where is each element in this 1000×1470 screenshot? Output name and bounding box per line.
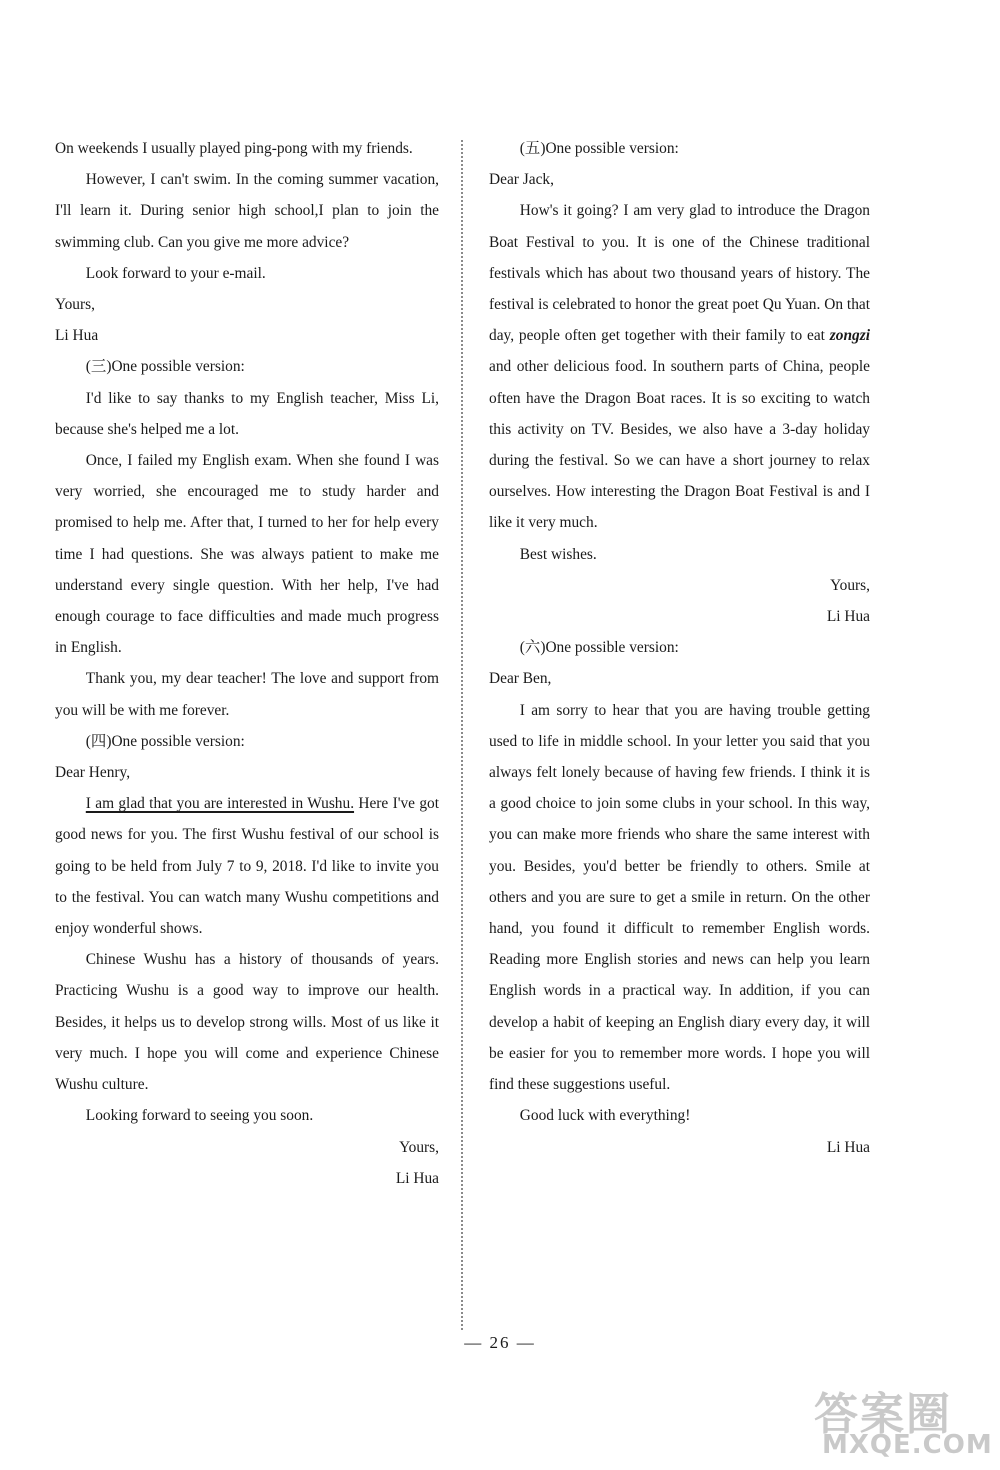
letter-signature: Li Hua: [826, 608, 870, 626]
watermark-text-cn: 答案圈: [814, 1389, 952, 1440]
paragraph-text: Here I've got good news for you. The first Wushu festival of our school is going to be held from July 7 to 9, 2018. I'd like to invite you to the festival. You can watch many Wushu competitions and enjoy wonderful shows.: [55, 795, 439, 938]
right-column: [489, 133, 870, 1163]
letter-signature: Li Hua: [826, 1138, 870, 1156]
paragraph: Looking forward to seeing you soon.: [85, 1107, 314, 1125]
letter-greeting: Dear Henry,: [55, 764, 131, 782]
underlined-sentence: I am glad that you are interested in Wushu.: [85, 795, 355, 813]
left-column: [55, 133, 439, 1194]
watermark-text-en: MXQE.COM: [822, 1430, 993, 1460]
watermark-logo: [800, 1378, 1000, 1470]
paragraph: I am sorry to hear that you are having trouble getting used to life in middle school. In your letter you said that you always felt lonely because of having few friends. I think it is a good choice to join some clubs in your school. In this way, you can make more friends who share the same interest with you. Besides, you'd better be friendly to others. Smile at others and you are sure to get a smile in return. On the other hand, you found it difficult to remember English words. Reading more English stories and news can help you learn English words in a practical way. In addition, if you can develop a habit of keeping an English diary every day, it will be easier for you to remember more words. I hope you will find these suggestions useful.: [489, 701, 870, 1094]
letter-closing: Yours,: [399, 1138, 439, 1156]
paragraph: [55, 788, 439, 944]
letter-closing: Yours,: [55, 296, 95, 314]
page-number: — 26 —: [464, 1333, 536, 1352]
letter-greeting: Dear Jack,: [489, 171, 554, 189]
paragraph-text: How's it going? I am very glad to introduce the Dragon Boat Festival to you. It is one of the Chinese traditional festivals which has about two thousand years of history. The festival is celebrated to honor the great poet Qu Yuan. On that day, people often get together with their family to eat: [489, 202, 870, 345]
paragraph: Chinese Wushu has a history of thousands of years. Practicing Wushu is a good way to improve our health. Besides, it helps us to develop strong wills. Most of us like it very much. I hope you will come and experience Chinese Wushu culture.: [55, 951, 439, 1094]
section-label-4: (四)One possible version:: [85, 732, 245, 750]
letter-closing: Yours,: [830, 576, 870, 594]
section-label-5: (五)One possible version:: [519, 140, 679, 157]
paragraph-text: and other delicious food. In southern parts of China, people often have the Dragon Boat races. It is so exciting to watch this activity on TV. Besides, we also have a 3-day holiday during the festival. So we can have a short journey to relax ourselves. How interesting the Dragon Boat Festival is and I like it very much.: [489, 358, 870, 532]
paragraph: I'd like to say thanks to my English teacher, Miss Li, because she's helped me a lot.: [55, 389, 439, 438]
letter-signature: Li Hua: [55, 327, 99, 345]
paragraph: However, I can't swim. In the coming summer vacation, I'll learn it. During senior high school,I plan to join the swimming club. Can you give me more advice?: [55, 171, 439, 251]
paragraph: Thank you, my dear teacher! The love and support from you will be with me forever.: [55, 670, 439, 719]
paragraph: Once, I failed my English exam. When she found I was very worried, she encouraged me to study harder and promised to help me. After that, I turned to her for help every time I had questions. She was always patient to make me understand every single question. With her help, I've had enough courage to face difficulties and made much progress in English.: [55, 452, 439, 657]
letter-signature: Li Hua: [395, 1169, 439, 1187]
paragraph: Look forward to your e-mail.: [85, 264, 266, 282]
letter-greeting: Dear Ben,: [489, 670, 552, 688]
italic-word: zongzi: [829, 327, 870, 345]
section-label-6: (六)One possible version:: [519, 639, 679, 657]
paragraph: On weekends I usually played ping-pong with my friends.: [55, 140, 413, 157]
column-divider: [461, 140, 463, 1330]
paragraph: Best wishes.: [519, 545, 597, 563]
section-label-3: (三)One possible version:: [85, 358, 245, 376]
paragraph: [489, 195, 870, 538]
paragraph: Good luck with everything!: [519, 1107, 691, 1125]
